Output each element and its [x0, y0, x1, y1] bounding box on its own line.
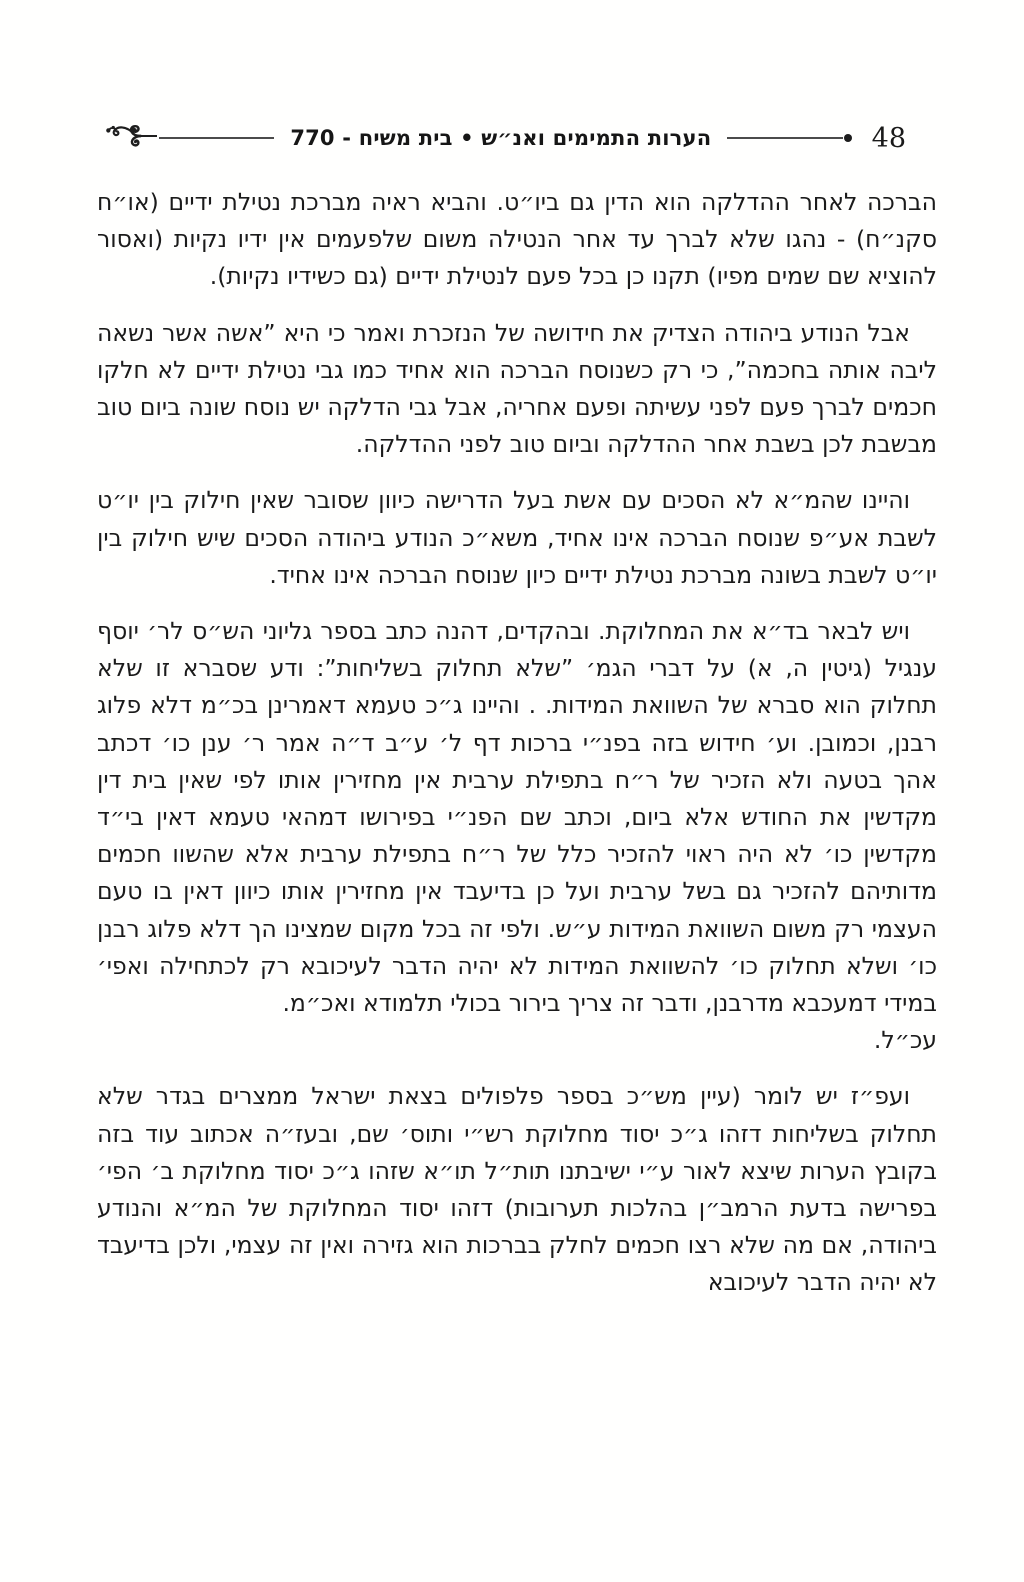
header-dot — [844, 134, 852, 142]
paragraph: והיינו שהמ״א לא הסכים עם אשת בעל הדרישה כיוון שסובר שאין חילוק בין יו״ט לשבת אע״פ שנוסח הברכה אינו אחיד, משא״כ הנודע ביהודה הסכים שיש חילוק בין יו״ט לשבת בשונה מברכת נטילת ידיים כיון שנוסח הברכה אינו אחיד. — [97, 486, 937, 589]
paragraph: הברכה לאחר ההדלקה הוא הדין גם ביו״ט. והביא ראיה מברכת נטילת ידיים (או״ח סקנ״ח) - נהגו שלא לברך עד אחר הנטילה משום שלפעמים אין ידיו נקיות (ואסור להוציא שם שמים מפיו) תקנו כן בכל פעם לנטילת ידיים (גם כשידיו נקיות). — [97, 188, 937, 291]
paragraph: עכ״ל. — [873, 1026, 937, 1055]
header-rule-left — [159, 137, 274, 139]
page-number: 48 — [871, 122, 907, 154]
floral-flourish-icon — [103, 123, 157, 153]
journal-title: הערות התמימים ואנ״ש • בית משיח - 770 — [290, 126, 712, 150]
paragraph: ויש לבאר בד״א את המחלוקת. ובהקדים, דהנה כתב בספר גליוני הש״ס לר׳ יוסף ענגיל (גיטין ה, א) על דברי הגמ׳ ”שלא תחלוק בשליחות”: ודע שסברא זו שלא תחלוק הוא סברא של השוואת המידות. . והיינו ג״כ טעמא דאמרינן בכ״מ דלא פלוג רבנן, וכמובן. וע׳ חידוש בזה בפנ״י ברכות דף ל׳ ע״ב ד״ה אמר ר׳ ענן כו׳ דכתב אהך בטעה ולא הזכיר של ר״ח בתפילת ערבית אין מחזירין אותו לפי שאין בית דין מקדשין את החודש אלא ביום, וכתב שם הפנ״י בפירושו דמהאי טעמא דאין בי״ד מקדשין כו׳ לא היה ראוי להזכיר כלל של ר״ח בתפילת ערבית אלא שהשוו חכמים מדותיהם להזכיר גם בשל ערבית ועל כן בדיעבד אין מחזירין אותו כיוון דאין בו טעם העצמי רק משום השוואת המידות ע״ש. ולפי זה בכל מקום שמצינו הך דלא פלוג רבנן כו׳ ושלא תחלוק כו׳ להשוואת המידות לא יהיה הדבר לעיכובא רק לכתחילה ואפי׳ במידי דמעכבא מדרבנן, ודבר זה צריך בירור בכולי תלמודא ואכ״מ. — [97, 617, 937, 1018]
page-header — [103, 118, 906, 158]
header-rule-right — [727, 137, 842, 139]
paragraph: ועפ״ז יש לומר (עיין מש״כ בספר פלפולים בצאת ישראל ממצרים בגדר שלא תחלוק בשליחות דזהו ג״כ יסוד מחלוקת רש״י ותוס׳ שם, ובעז״ה אכתוב עוד בזה בקובץ הערות שיצא לאור ע״י ישיבתנו תות״ל תו״א שזהו ג״כ יסוד מחלוקת ב׳ הפי׳ בפרישה בדעת הרמב״ן בהלכות תערובות) דזהו יסוד המחלוקת של המ״א והנודע ביהודה, אם מה שלא רצו חכמים לחלק בברכות הוא גזירה ואין זה עצמי, ולכן בדיעבד לא יהיה הדבר לעיכובא — [97, 1082, 937, 1297]
text-body — [97, 184, 937, 1302]
paragraph: אבל הנודע ביהודה הצדיק את חידושה של הנזכרת ואמר כי היא ”אשה אשר נשאה ליבה אותה בחכמה”, כי רק כשנוסח הברכה הוא אחיד כמו גבי נטילת ידיים לא חלקו חכמים לברך פעם לפני עשיתה ופעם אחריה, אבל גבי הדלקה יש נוסח שונה ביום טוב מבשבת לכן בשבת אחר ההדלקה וביום טוב לפני ההדלקה. — [97, 318, 937, 459]
